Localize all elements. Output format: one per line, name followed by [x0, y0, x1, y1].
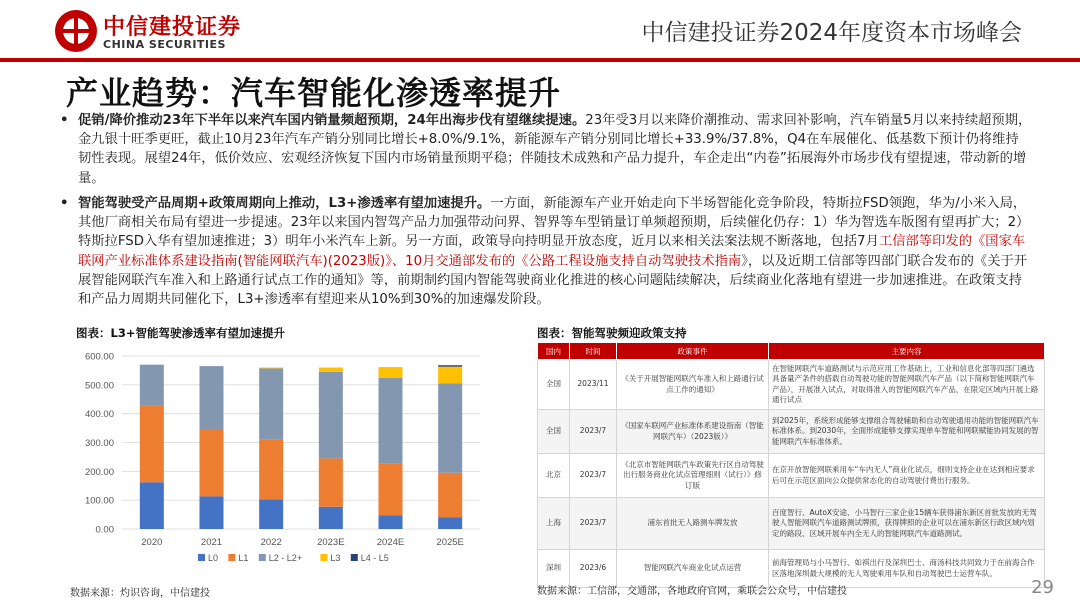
- y-tick-label: 600.00: [84, 351, 114, 363]
- row-date: 2023/7: [570, 454, 617, 498]
- row-content: 到2025年，系统形成能够支撑组合驾驶辅助和自动驾驶通用功能的智能网联汽车标准体系。到2030年，全面形成能够支撑实现单车智能和网联赋能协同发展的智能网联汽车标准体系。: [769, 410, 1045, 454]
- table-row: [538, 454, 1045, 498]
- header-date: 时间: [570, 343, 617, 360]
- row-region: 上海: [538, 498, 570, 550]
- bullet-icon: •: [60, 196, 69, 211]
- bar-segment: [140, 406, 164, 482]
- y-tick-label: 300.00: [84, 438, 114, 449]
- bar-segment: [438, 473, 462, 518]
- bar-segment: [319, 372, 343, 459]
- header-region: 国内: [538, 343, 570, 360]
- header-content: 主要内容: [769, 343, 1045, 360]
- x-tick-label: 2023E: [317, 537, 345, 548]
- bullet-1-lead: 促销/降价推动23年下半年以来汽车国内销量频超预期，24年出海步伐有望继续提速。: [78, 113, 586, 128]
- legend-swatch: [351, 554, 358, 561]
- row-date: 2023/6: [570, 550, 617, 588]
- bar-segment: [200, 496, 224, 529]
- x-tick-label: 2025E: [436, 537, 464, 548]
- chart-legend: [198, 553, 389, 563]
- chart-source: 数据来源：灼识咨询，中信建投: [70, 588, 210, 599]
- table-header-row: [538, 343, 1045, 360]
- bullet-2-body-1: 一方面，新能源车产业开始走向下半场智能化竞争阶段，特斯拉FSD领跑，华为/小米入局，其他厂商相关布局有望进一步提速。23年以来国内智驾产品力加强带动问界、智界等车型销量订单频超预期，后续催化仍存：1）华为智选车版图有望再扩大；2）特斯拉FSD入华有望加速推进；3）明年小米汽车上新。另一方面，政策导向持明显开放态度，近月以来相关法案法规不断落地，包括7月: [78, 196, 1030, 250]
- bar-segment: [319, 458, 343, 506]
- row-region: 北京: [538, 454, 570, 498]
- row-region: 深圳: [538, 550, 570, 588]
- row-content: 在智能网联汽车道路测试与示范应用工作基础上，工业和信息化部等四部门遴选具备量产条件的搭载自动驾驶功能的智能网联汽车产品（以下简称智能网联汽车产品），开展准入试点，对取得准入的智能网联汽车产品，在限定区域内开展上路通行试点: [769, 360, 1045, 410]
- row-event: 《北京市智能网联汽车政策先行区自动驾驶出行服务商业化试点管理细则（试行）》修订版: [617, 454, 769, 498]
- y-tick-label: 400.00: [84, 409, 114, 421]
- bar-segment: [438, 367, 462, 384]
- policy-table: [537, 342, 1045, 588]
- bar-segment: [200, 430, 224, 497]
- row-date: 2023/7: [570, 410, 617, 454]
- bar-segment: [259, 368, 283, 369]
- x-tick-label: 2020: [141, 537, 163, 548]
- x-tick-label: 2024E: [376, 537, 405, 548]
- row-region: 全国: [538, 360, 570, 410]
- row-date: 2023/7: [570, 498, 617, 550]
- legend-swatch: [320, 554, 327, 561]
- page-number: 29: [1031, 577, 1054, 598]
- bar-segment: [319, 507, 343, 529]
- legend-label: L0: [208, 553, 219, 563]
- chart-x-axis: [141, 537, 464, 548]
- row-event: 智能网联汽车商业化试点运营: [617, 550, 769, 588]
- bar-segment: [379, 378, 403, 464]
- slide-title: 产业趋势：汽车智能化渗透率提升: [66, 74, 562, 112]
- bar-segment: [259, 440, 283, 500]
- table-row: [538, 360, 1045, 410]
- chart-y-axis: [85, 352, 114, 536]
- row-event: 《国家车联网产业标准体系建设指南（智能网联汽车）（2023版）》: [617, 410, 769, 454]
- logo-en-text: CHINA SECURITIES: [103, 38, 226, 51]
- penetration-chart: [70, 346, 490, 574]
- y-tick-label: 500.00: [84, 380, 114, 392]
- legend-label: L4 - L5: [360, 553, 389, 563]
- bar-segment: [379, 368, 403, 378]
- row-region: 全国: [538, 410, 570, 454]
- bullet-point-2: [60, 194, 1032, 309]
- logo-cn-text: 中信建投证券: [103, 15, 242, 40]
- bullet-2-body-4: 》，以及近期工信部等四部门联合发布的《关于开展智能网联汽车准入和上路通行试点工作的通知》等，前期制约国内智能驾驶商业化推进的核心问题陆续解决，后续商业化落地有望进一步加速推进。在政策支持和产品力周期共同催化下，L3+渗透率有望迎来从10%到30%的加速爆发阶段。: [78, 253, 1028, 308]
- bullet-2-lead: 智能驾驶受产品周期+政策周期向上推动，L3+渗透率有望加速提升。: [78, 196, 491, 211]
- row-event: 《关于开展智能网联汽车准入和上路通行试点工作的通知》: [617, 360, 769, 410]
- y-tick-label: 100.00: [84, 495, 114, 507]
- y-tick-label: 0.00: [95, 524, 114, 536]
- legend-swatch: [259, 554, 266, 561]
- bar-segment: [379, 515, 403, 529]
- bar-segment: [259, 499, 283, 529]
- bullet-icon: •: [60, 113, 69, 128]
- row-content: 百度智行、AutoX安途、小马智行三家企业15辆车获得浦东新区首批发放的无驾驶人智能网联汽车道路测试牌照，获得牌照的企业可以在浦东新区行政区域内划定的路段、区域开展车内全无人的智能网联汽车道路测试。: [769, 498, 1045, 550]
- bar-segment: [438, 517, 462, 529]
- table-source: 数据来源：工信部，交通部，各地政府官网，乘联会公众号，中信建投: [537, 586, 847, 597]
- table-caption: 图表：智能驾驶频迎政策支持: [537, 326, 687, 340]
- x-tick-label: 2021: [200, 537, 223, 548]
- bar-segment: [140, 365, 164, 406]
- row-date: 2023/11: [570, 360, 617, 410]
- legend-swatch: [198, 554, 205, 561]
- x-tick-label: 2022: [260, 537, 282, 548]
- row-content: 前海管理局与小马智行、如祺出行及深圳巴士、商汤科技共同致力于在前海合作区落地深圳最大规模的无人驾驶乘用车队和自动驾驶巴士运营车队。: [769, 550, 1045, 588]
- company-logo: [55, 8, 240, 54]
- citic-logo-icon: [55, 10, 97, 52]
- bar-segment: [140, 482, 164, 529]
- bar-segment: [259, 368, 283, 439]
- bullet-1-body: 23年受3月以来降价潮推动、需求回补影响，汽车销量5月以来持续超预期，金九银十旺季更旺，截止10月23年汽车产销分别同比增长+8.0%/9.1%，新能源车产销分别同比增长+33.9%/37.8%，Q4在车展催化、低基数下预计仍将维持韧性表现。展望24年，低价效应、宏观经济恢复下国内市场销量预期平稳；伴随技术成熟和产品力提升，车企走出“内卷”拓展海外市场步伐有望提速，带动新的增量。: [78, 113, 1032, 186]
- table-row: [538, 498, 1045, 550]
- header-divider: [0, 58, 1080, 62]
- bullet-2-body-3: 公路工程设施支持自动驾驶技术指南: [528, 253, 742, 269]
- table-row: [538, 410, 1045, 454]
- header-event: 政策事件: [617, 343, 769, 360]
- bar-segment: [438, 365, 462, 366]
- chart-caption: 图表：L3+智能驾驶渗透率有望加速提升: [76, 326, 285, 340]
- legend-label: L3: [330, 553, 341, 563]
- row-event: 浦东首批无人路测车牌发放: [617, 498, 769, 550]
- legend-label: L2 - L2+: [268, 553, 303, 563]
- bar-segment: [379, 464, 403, 515]
- bar-segment: [438, 383, 462, 472]
- chart-grid: [122, 356, 480, 529]
- legend-label: L1: [238, 553, 249, 563]
- bar-segment: [200, 366, 224, 429]
- y-tick-label: 200.00: [84, 466, 114, 478]
- row-content: 在京开放智能网联乘用车“车内无人”商业化试点，细则支持企业在达到相应要求后可在示范区面向公众提供常态化的自动驾驶付费出行服务。: [769, 454, 1045, 498]
- bullet-point-1: [60, 111, 1032, 188]
- event-title: 中信建投证券2024年度资本市场峰会: [641, 20, 1022, 46]
- chart-bars: [140, 365, 462, 529]
- bar-segment: [319, 368, 343, 372]
- bullet-2-body-2: 工信部等印发的《国家车联网产业标准体系建设指南(智能网联汽车)(2023版)》、10月交通部发布的《: [78, 234, 1026, 269]
- legend-swatch: [228, 554, 235, 561]
